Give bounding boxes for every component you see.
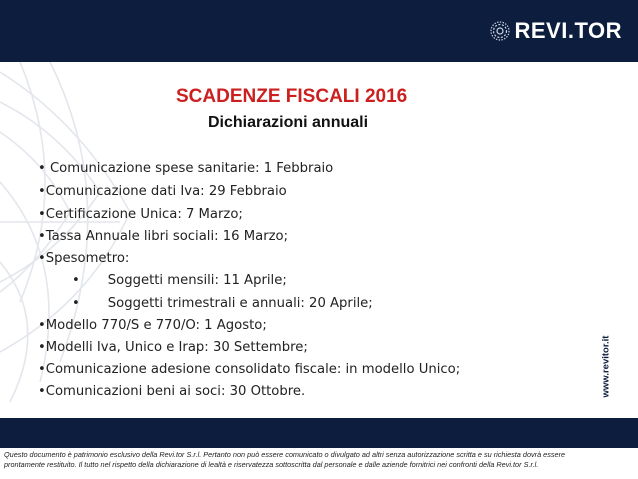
list-item: •Comunicazione adesione consolidato fiscale: in modello Unico; (38, 362, 461, 377)
list-item: • Comunicazione spese sanitarie: 1 Febbraio (38, 161, 334, 176)
list-item: •Modelli Iva, Unico e Irap: 30 Settembre; (38, 340, 308, 355)
footer-line-1: Questo documento è patrimonio esclusivo della Revi.tor S.r.l. Pertanto non può essere comunicato o divulgato ad altri senza autorizzazione scritta e su richiesta dovrà essere (4, 450, 566, 459)
website-url: www.revitor.it (600, 335, 612, 398)
list-item: •Comunicazioni beni ai soci: 30 Ottobre. (38, 384, 306, 399)
list-item: •Modello 770/S e 770/O: 1 Agosto; (38, 318, 267, 333)
logo-text: REVI.TOR (514, 18, 622, 43)
footer-bar (0, 418, 638, 448)
confidentiality-notice (4, 450, 636, 470)
list-item: •Comunicazione dati Iva: 29 Febbraio (38, 184, 287, 199)
slide-title: SCADENZE FISCALI 2016 (176, 86, 408, 107)
sub-list-item: • Soggetti mensili: 11 Aprile; (72, 273, 287, 288)
slide-subtitle: Dichiarazioni annuali (208, 114, 369, 131)
list-item: •Spesometro: (38, 251, 130, 266)
revitor-logo (490, 19, 622, 43)
logo-emblem-icon (490, 21, 510, 41)
sub-list-item: • Soggetti trimestrali e annuali: 20 Aprile; (72, 296, 373, 311)
list-item: •Certificazione Unica: 7 Marzo; (38, 207, 243, 222)
footer-line-2: prontamente restituito. Il tutto nel rispetto della dichiarazione di lealtà e riservatezza sottoscritta dal personale e dalle aziende fornitrici nei confronti della Revi.tor S.r.l. (4, 460, 539, 469)
list-item: •Tassa Annuale libri sociali: 16 Marzo; (38, 229, 289, 244)
header-bar (0, 0, 638, 62)
